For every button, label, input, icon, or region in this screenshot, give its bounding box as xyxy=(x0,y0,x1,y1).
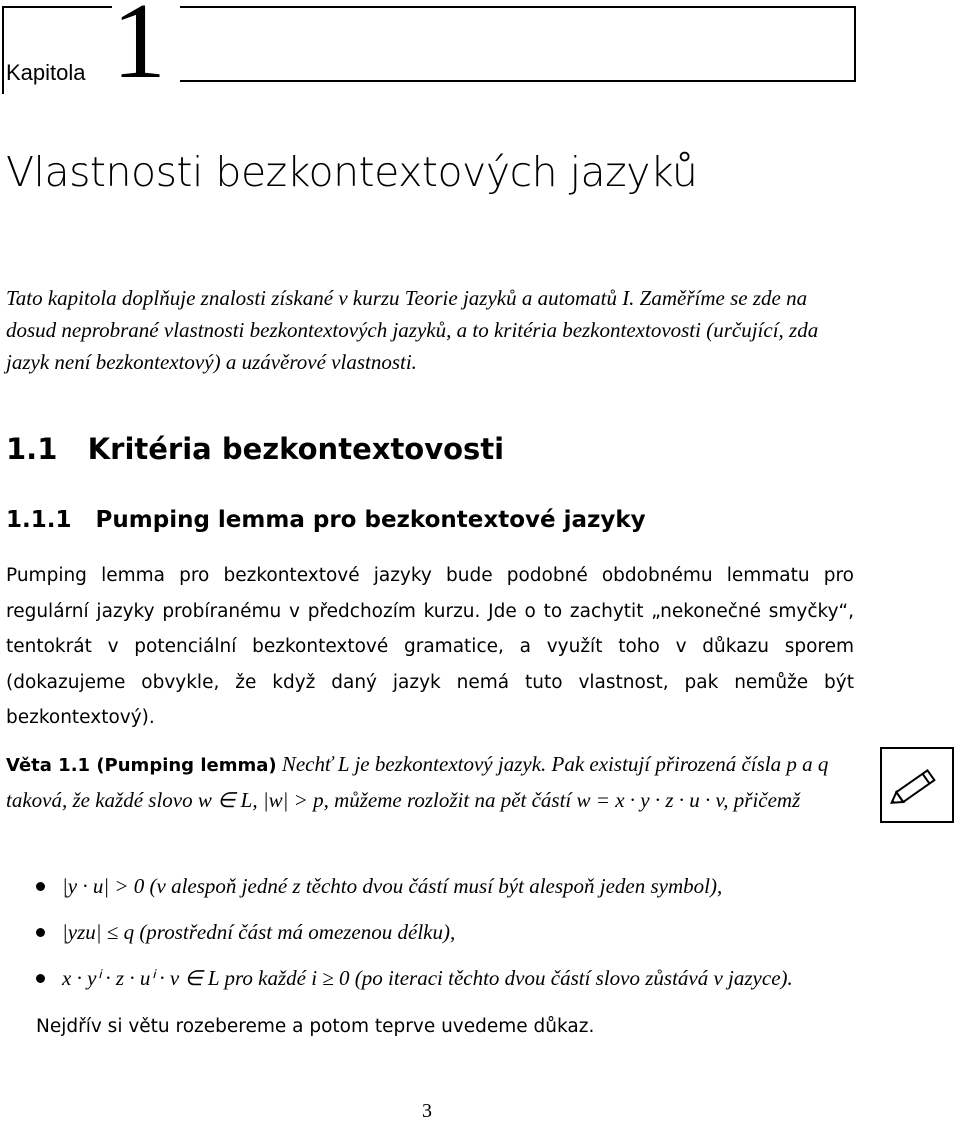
list-item: |y · u| > 0 (v alespoň jedné z těchto dvou částí musí být alespoň jeden symbol), xyxy=(36,866,896,912)
pencil-icon xyxy=(880,747,954,823)
section-title: Kritéria bezkontextovosti xyxy=(87,432,505,466)
chapter-frame-right xyxy=(180,6,856,82)
list-item: |yzu| ≤ q (prostřední část má omezenou délku), xyxy=(36,912,896,958)
bullet-icon xyxy=(36,882,45,891)
chapter-abstract: Tato kapitola doplňuje znalosti získané v kurzu Teorie jazyků a automatů I. Zaměříme se zde na dosud neprobrané vlastnosti bezkontextových jazyků, a to kritéria bezkontextovosti (určující, zda jazyk není bezkontextový) a uzávěrové vlastnosti. xyxy=(6,286,819,374)
bullet-icon xyxy=(36,928,45,937)
theorem xyxy=(6,747,856,817)
list-item: x · yⁱ · z · uⁱ · v ∈ L pro každé i ≥ 0 (po iteraci těchto dvou částí slovo zůstává v jazyce). xyxy=(36,958,896,1004)
subsection-title: Pumping lemma pro bezkontextové jazyky xyxy=(95,507,646,533)
subsection-heading xyxy=(6,507,646,533)
chapter-number: 1 xyxy=(112,0,166,101)
section-number: 1.1 xyxy=(6,432,58,466)
section-heading xyxy=(6,432,504,466)
bullet-icon xyxy=(36,974,45,983)
body-paragraph: Pumping lemma pro bezkontextové jazyky bude podobné obdobnému lemmatu pro regulární jazyky probíranému v předchozím kurzu. Jde o to zachytit „nekonečné smyčky“, tentokrát v potenciální bezkontextové gramatice, a využít toho v důkazu sporem (dokazujeme obvykle, že když daný jazyk nemá tuto vlastnost, pak nemůže být bezkontextový). xyxy=(6,565,854,728)
condition-list xyxy=(36,866,896,1004)
closing-paragraph: Nejdřív si větu rozebereme a potom teprve uvedeme důkaz. xyxy=(36,1016,595,1037)
subsection-number: 1.1.1 xyxy=(6,507,72,533)
chapter-label: Kapitola xyxy=(6,60,86,85)
page-number: 3 xyxy=(422,1100,432,1122)
theorem-text: Nechť L je bezkontextový jazyk. Pak existují přirozená čísla p a q taková, že každé slovo w ∈ L, |w| > p, můžeme rozložit na pět částí w = x · y · z · u · v, přičemž xyxy=(6,752,829,812)
theorem-head: Věta 1.1 (Pumping lemma) xyxy=(6,755,277,776)
chapter-title: Vlastnosti bezkontextových jazyků xyxy=(6,148,698,196)
